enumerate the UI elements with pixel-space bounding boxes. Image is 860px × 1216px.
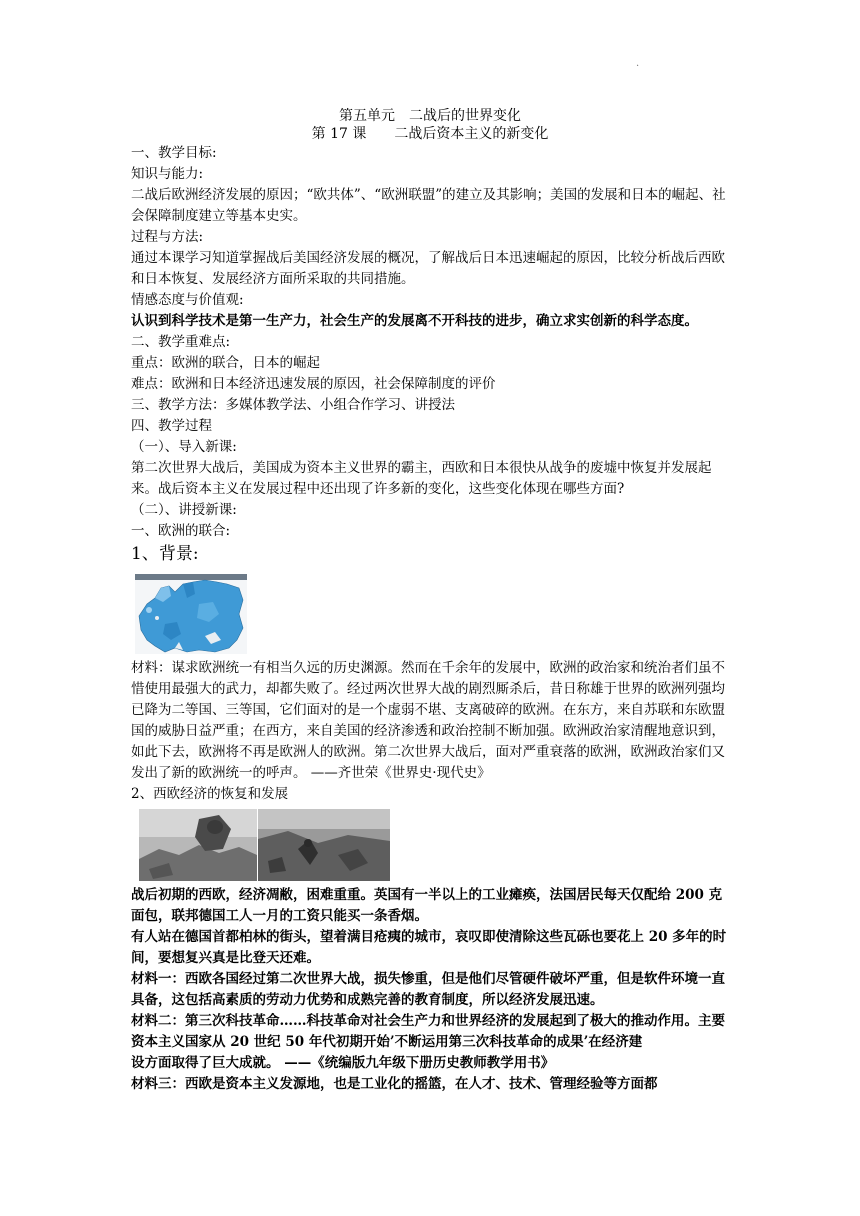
europe-map-image (135, 574, 247, 654)
paragraph: 认识到科学技术是第一生产力，社会生产的发展离不开科技的进步，确立求实创新的科学态度。 (131, 313, 698, 329)
paragraph: 设方面取得了巨大成就。 ——《统编版九年级下册历史教师教学用书》 (131, 1055, 555, 1071)
paragraph: 情感态度与价值观: (131, 292, 244, 308)
paragraph: 第二次世界大战后，美国成为资本主义世界的霸主，西欧和日本很快从战争的废墟中恢复并发展起来。战后资本主义在发展过程中还出现了许多新的变化，这些变化体现在哪些方面? (131, 460, 712, 497)
document-body (131, 143, 731, 1095)
paragraph: 材料一：西欧各国经过第二次世界大战，损失惨重，但是他们尽管硬件破坏严重，但是软件环境一直具备，这包括高素质的劳动力优势和成熟完善的教育制度，所以经济发展迅速。 (131, 971, 725, 1008)
paragraph: 四、教学过程 (131, 418, 212, 434)
paragraph: 战后初期的西欧，经济凋敝，困难重重。英国有一半以上的工业瘫痪，法国居民每天仅配给 200 克面包，联邦德国工人一月的工资只能买一条香烟。 (131, 887, 723, 924)
paragraph: 重点：欧洲的联合，日本的崛起 (131, 355, 320, 371)
paragraph: 1、背景: (131, 544, 199, 564)
paragraph: 过程与方法: (131, 229, 204, 245)
ruins-images (139, 809, 731, 881)
paragraph: 难点：欧洲和日本经济迅速发展的原因，社会保障制度的评价 (131, 376, 496, 392)
paragraph: 2、西欧经济的恢复和发展 (131, 786, 289, 802)
paragraph: 材料二：第三次科技革命……科技革命对社会生产力和世界经济的发展起到了极大的推动作用。主要资本主义国家从 20 世纪 50 年代初期开始’不断运用第三次科技革命的成果’在经济建 (131, 1013, 725, 1050)
lesson-title: 第 17 课 二战后资本主义的新变化 (311, 126, 549, 142)
paragraph: 通过本课学习知道掌握战后美国经济发展的概况，了解战后日本迅速崛起的原因，比较分析战后西欧和日本恢复、发展经济方面所采取的共同措施。 (131, 250, 725, 287)
ruins-photo-2 (258, 809, 390, 881)
paragraph: 材料三：西欧是资本主义发源地，也是工业化的摇篮，在人才、技术、管理经验等方面都 (131, 1076, 658, 1092)
paragraph: （二）、讲授新课: (131, 502, 237, 518)
paragraph: 二战后欧洲经济发展的原因；“欧共体”、“欧洲联盟”的建立及其影响；美国的发展和日本的崛起、社会保障制度建立等基本史实。 (131, 187, 726, 224)
paragraph: 有人站在德国首都柏林的街头，望着满目疮痍的城市，哀叹即使清除这些瓦砾也要花上 20 多年的时间，要想复兴真是比登天还难。 (131, 929, 727, 966)
paragraph: 二、教学重难点: (131, 334, 231, 350)
paragraph: 知识与能力: (131, 166, 204, 182)
ruins-photo-1 (139, 809, 257, 881)
paragraph: （一）、导入新课: (131, 439, 237, 455)
paragraph: 三、教学方法：多媒体教学法、小组合作学习、讲授法 (131, 397, 455, 413)
paragraph: 一、欧洲的联合: (131, 523, 231, 539)
header-dot: . (636, 58, 640, 69)
paragraph: 材料：谋求欧洲统一有相当久远的历史渊源。然而在千余年的发展中，欧洲的政治家和统治者们虽不惜使用最强大的武力，却都失败了。经过两次世界大战的剧烈厮杀后，昔日称雄于世界的欧洲列强均已降为二等国、三等国，它们面对的是一个虚弱不堪、支离破碎的欧洲。在东方，来自苏联和东欧盟国的威胁日益严重；在西方，来自美国的经济渗透和政治控制不断加强。欧洲政治家清醒地意识到，如此下去，欧洲将不再是欧洲人的欧洲。第二次世界大战后，面对严重衰落的欧洲，欧洲政治家们又发出了新的欧洲统一的呼声。 ——齐世荣《世界史·现代史》 (131, 660, 725, 781)
unit-title: 第五单元 二战后的世界变化 (339, 108, 521, 124)
paragraph: 一、教学目标: (131, 145, 217, 161)
